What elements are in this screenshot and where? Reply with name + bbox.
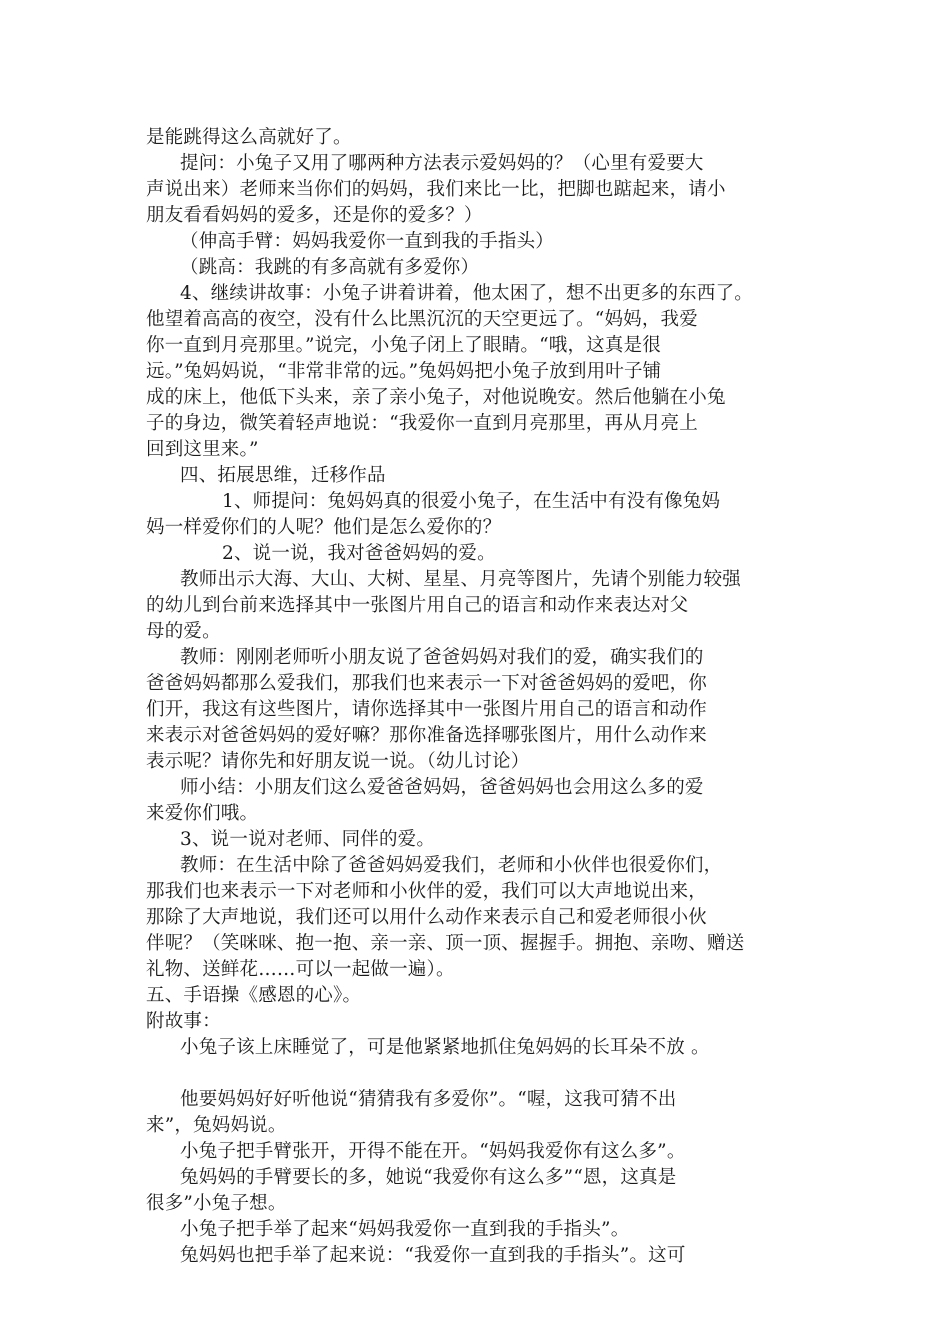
text-line: 成的床上，他低下头来，亲了亲小兔子，对他说晚安。然后他躺在小兔 (146, 387, 726, 408)
text-line: 3、说一说对老师、同伴的爱。 (180, 829, 436, 850)
section-heading: 四、拓展思维，迁移作品 (180, 465, 386, 486)
text-line: 伴呢？（笑咪咪、抱一抱、亲一亲、顶一顶、握握手。拥抱、亲吻、赠送 (146, 933, 745, 954)
text-line: 礼物、送鲜花……可以一起做一遍）。 (146, 959, 455, 980)
text-line: 兔妈妈的手臂要长的多，她说“我爱你有这么多”“恩，这真是 (180, 1167, 677, 1188)
text-line: 们开，我这有这些图片，请你选择其中一张图片用自己的语言和动作 (146, 699, 708, 720)
text-line: 声说出来）老师来当你们的妈妈，我们来比一比，把脚也踮起来，请小 (146, 179, 726, 200)
text-line: （伸高手臂：妈妈我爱你一直到我的手指头） (180, 231, 555, 252)
text-line: 表示呢？请你先和好朋友说一说。（幼儿讨论） (146, 751, 530, 772)
text-line: 他要妈妈好好听他说“猜猜我有多爱你”。“喔，这我可猜不出 (180, 1089, 677, 1110)
section-heading: 五、手语操《感恩的心》。 (146, 985, 362, 1006)
text-line: 教师出示大海、大山、大树、星星、月亮等图片，先请个别能力较强 (180, 569, 742, 590)
text-line: 他望着高高的夜空，没有什么比黑沉沉的天空更远了。“妈妈，我爱 (146, 309, 698, 330)
text-line: 母的爱。 (146, 621, 221, 642)
text-line: 你一直到月亮那里。”说完，小兔子闭上了眼睛。“哦，这真是很 (146, 335, 661, 356)
text-line: 兔妈妈也把手举了起来说：“我爱你一直到我的手指头”。这可 (180, 1245, 686, 1266)
text-line: 来表示对爸爸妈妈的爱好嘛？那你准备选择哪张图片，用什么动作来 (146, 725, 708, 746)
text-line: 教师：刚刚老师听小朋友说了爸爸妈妈对我们的爱，确实我们的 (180, 647, 704, 668)
text-line: 小兔子该上床睡觉了，可是他紧紧地抓住兔妈妈的长耳朵不放 。 (180, 1037, 710, 1058)
text-line: 小兔子把手举了起来“妈妈我爱你一直到我的手指头”。 (180, 1219, 630, 1240)
text-line: 提问：小兔子又用了哪两种方法表示爱妈妈的？（心里有爱要大 (180, 153, 704, 174)
text-line: 妈一样爱你们的人呢？他们是怎么爱你的？ (146, 517, 502, 538)
text-line: 回到这里来。” (146, 439, 259, 460)
text-line: 那除了大声地说，我们还可以用什么动作来表示自己和爱老师很小伙 (146, 907, 708, 928)
text-line: 子的身边，微笑着轻声地说：“我爱你一直到月亮那里，再从月亮上 (146, 413, 698, 434)
text-line: 2、说一说，我对爸爸妈妈的爱。 (222, 543, 496, 564)
text-line: 教师：在生活中除了爸爸妈妈爱我们，老师和小伙伴也很爱你们， (180, 855, 723, 876)
text-line: 远。”兔妈妈说，“非常非常的远。”兔妈妈把小兔子放到用叶子铺 (146, 361, 662, 382)
text-line: 很多”小兔子想。 (146, 1193, 287, 1214)
text-line: 那我们也来表示一下对老师和小伙伴的爱，我们可以大声地说出来， (146, 881, 708, 902)
text-line: 师小结：小朋友们这么爱爸爸妈妈，爸爸妈妈也会用这么多的爱 (180, 777, 704, 798)
text-line: 1、师提问：兔妈妈真的很爱小兔子，在生活中有没有像兔妈 (222, 491, 721, 512)
text-line: 是能跳得这么高就好了。 (146, 127, 352, 148)
text-line: 的幼儿到台前来选择其中一张图片用自己的语言和动作来表达对父 (146, 595, 689, 616)
text-line: 4、继续讲故事：小兔子讲着讲着，他太困了，想不出更多的东西了。 (180, 283, 753, 304)
text-line: 小兔子把手臂张开，开得不能在开。“妈妈我爱你有这么多”。 (180, 1141, 686, 1162)
text-line: 来爱你们哦。 (146, 803, 259, 824)
text-line: 朋友看看妈妈的爱多，还是你的爱多？） (146, 205, 483, 226)
section-heading: 附故事： (146, 1011, 221, 1032)
text-line: 爸爸妈妈都那么爱我们，那我们也来表示一下对爸爸妈妈的爱吧，你 (146, 673, 708, 694)
text-line: 来”，兔妈妈说。 (146, 1115, 287, 1136)
text-line: （跳高：我跳的有多高就有多爱你） (180, 257, 480, 278)
